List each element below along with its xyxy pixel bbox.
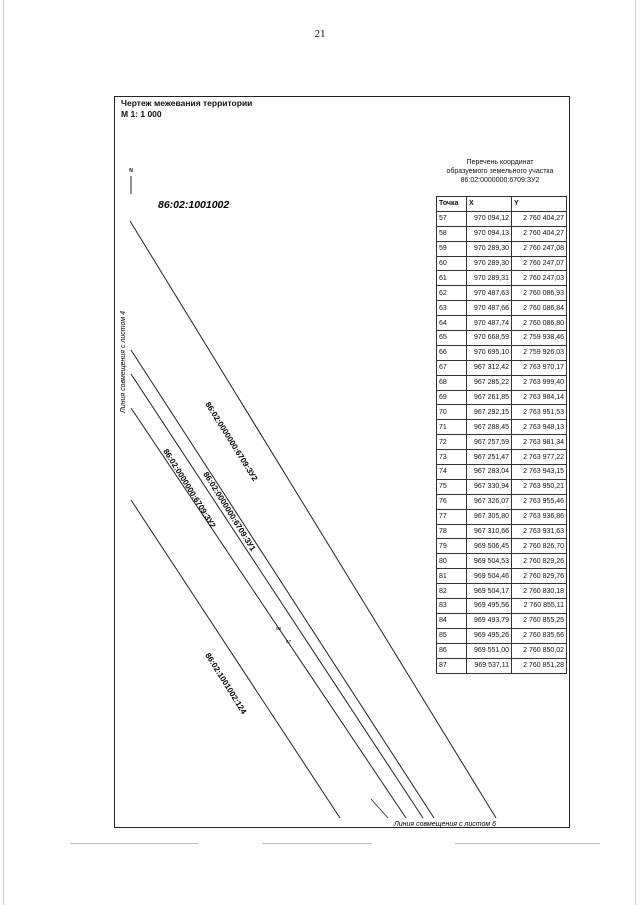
cell-point: 65 — [437, 331, 467, 346]
cell-point: 61 — [437, 271, 467, 286]
cell-point: 86 — [437, 643, 467, 658]
block-id-label: 86:02:1001002 — [158, 199, 230, 211]
cell-point: 68 — [437, 375, 467, 390]
point-label-58: 58 — [276, 626, 282, 631]
cell-y: 2 763 981,34 — [512, 435, 567, 450]
cell-x: 967 285,22 — [467, 375, 512, 390]
drawing-scale: М 1: 1 000 — [121, 109, 162, 119]
cell-x: 967 292,15 — [467, 405, 512, 420]
table-row — [437, 658, 567, 673]
cell-x: 967 283,04 — [467, 465, 512, 480]
north-label: N — [129, 168, 133, 174]
cell-point: 87 — [437, 658, 467, 673]
cell-x: 967 261,85 — [467, 390, 512, 405]
cell-y: 2 760 247,07 — [512, 256, 567, 271]
cell-x: 969 506,45 — [467, 539, 512, 554]
cell-x: 970 289,31 — [467, 271, 512, 286]
column-header-y: Y — [512, 197, 567, 212]
cell-y: 2 763 977,22 — [512, 450, 567, 465]
table-row — [437, 524, 567, 539]
table-row — [437, 211, 567, 226]
cell-y: 2 760 404,27 — [512, 226, 567, 241]
table-row — [437, 479, 567, 494]
cell-y: 2 759 938,46 — [512, 331, 567, 346]
table-row — [437, 599, 567, 614]
table-caption-line: образуемого земельного участка — [446, 168, 554, 175]
cell-x: 969 504,46 — [467, 569, 512, 584]
boundary-line-short — [371, 799, 388, 818]
table-row — [437, 301, 567, 316]
cell-x: 967 251,47 — [467, 450, 512, 465]
cell-y: 2 760 855,11 — [512, 599, 567, 614]
table-row — [437, 628, 567, 643]
cell-y: 2 760 835,66 — [512, 628, 567, 643]
cell-y: 2 760 829,76 — [512, 569, 567, 584]
cell-x: 967 310,66 — [467, 524, 512, 539]
table-row — [437, 345, 567, 360]
cell-x: 967 305,80 — [467, 509, 512, 524]
cell-x: 969 495,56 — [467, 599, 512, 614]
scan-dash-line — [455, 843, 600, 844]
cell-point: 84 — [437, 613, 467, 628]
cell-point: 76 — [437, 494, 467, 509]
cell-point: 63 — [437, 301, 467, 316]
cell-point: 57 — [437, 211, 467, 226]
table-row — [437, 241, 567, 256]
cell-point: 70 — [437, 405, 467, 420]
cell-x: 969 495,26 — [467, 628, 512, 643]
coordinates-table-body — [437, 211, 567, 673]
cell-x: 970 487,74 — [467, 316, 512, 331]
cell-x: 967 312,42 — [467, 360, 512, 375]
cell-point: 85 — [437, 628, 467, 643]
table-row — [437, 554, 567, 569]
table-row — [437, 226, 567, 241]
cell-x: 970 668,59 — [467, 331, 512, 346]
cell-point: 73 — [437, 450, 467, 465]
parcel-label-zu1: 86:02:0000000:6709:ЗУ1 — [201, 470, 258, 553]
table-row — [437, 331, 567, 346]
cell-y: 2 760 826,70 — [512, 539, 567, 554]
drawing-title: Чертеж межевания территории — [121, 98, 253, 108]
table-row — [437, 316, 567, 331]
cell-x: 970 289,30 — [467, 256, 512, 271]
cell-x: 970 487,66 — [467, 301, 512, 316]
page-number: 21 — [314, 28, 326, 40]
table-header-row — [437, 197, 567, 212]
table-row — [437, 643, 567, 658]
table-row — [437, 256, 567, 271]
table-row — [437, 405, 567, 420]
boundary-line-zu1-lower — [131, 374, 423, 818]
cell-x: 967 288,45 — [467, 420, 512, 435]
cell-point: 80 — [437, 554, 467, 569]
cell-point: 72 — [437, 435, 467, 450]
cell-point: 67 — [437, 360, 467, 375]
cell-point: 69 — [437, 390, 467, 405]
table-row — [437, 390, 567, 405]
cell-point: 71 — [437, 420, 467, 435]
cell-x: 969 551,00 — [467, 643, 512, 658]
cell-y: 2 760 855,25 — [512, 613, 567, 628]
table-row — [437, 375, 567, 390]
parcel-label-zu2-upper: 86:02:0000000:6709:ЗУ2 — [203, 400, 260, 483]
table-row — [437, 360, 567, 375]
cell-y: 2 763 948,13 — [512, 420, 567, 435]
cell-x: 967 330,94 — [467, 479, 512, 494]
cell-point: 77 — [437, 509, 467, 524]
cell-y: 2 760 247,08 — [512, 241, 567, 256]
cell-point: 58 — [437, 226, 467, 241]
column-header-x: X — [467, 197, 512, 212]
cell-x: 969 504,17 — [467, 584, 512, 599]
scan-dash-line — [70, 843, 198, 844]
cell-point: 83 — [437, 599, 467, 614]
column-header-point: Точка — [437, 197, 467, 212]
cell-x: 970 289,30 — [467, 241, 512, 256]
cell-x: 969 537,11 — [467, 658, 512, 673]
cell-point: 74 — [437, 465, 467, 480]
table-caption-line: 86:02:0000000:6709:ЗУ2 — [460, 177, 540, 184]
coordinates-table — [436, 196, 567, 674]
table-caption — [430, 158, 570, 185]
cell-y: 2 760 086,93 — [512, 286, 567, 301]
cell-y: 2 760 404,27 — [512, 211, 567, 226]
cell-point: 81 — [437, 569, 467, 584]
cell-x: 967 326,07 — [467, 494, 512, 509]
cell-y: 2 763 936,86 — [512, 509, 567, 524]
cell-y: 2 760 086,84 — [512, 301, 567, 316]
parcel-label-zu2-lower: 86:02:0000000:6709:ЗУ2 — [161, 447, 218, 530]
point-label-57: 57 — [286, 639, 292, 644]
parcel-label-plot-124: 86:02:1001002:124 — [203, 651, 249, 716]
cell-y: 2 763 984,14 — [512, 390, 567, 405]
table-row — [437, 539, 567, 554]
cell-point: 62 — [437, 286, 467, 301]
table-row — [437, 494, 567, 509]
table-row — [437, 569, 567, 584]
cell-y: 2 760 829,26 — [512, 554, 567, 569]
cell-y: 2 763 943,15 — [512, 465, 567, 480]
cell-x: 970 695,10 — [467, 345, 512, 360]
cell-y: 2 763 955,46 — [512, 494, 567, 509]
table-caption-line: Перечень координат — [466, 159, 534, 166]
boundary-line-zu1-upper — [131, 350, 434, 818]
cell-y: 2 760 851,28 — [512, 658, 567, 673]
cell-point: 59 — [437, 241, 467, 256]
table-row — [437, 450, 567, 465]
table-row — [437, 509, 567, 524]
cell-point: 82 — [437, 584, 467, 599]
scan-dash-line — [262, 843, 372, 844]
table-row — [437, 420, 567, 435]
cell-y: 2 763 951,53 — [512, 405, 567, 420]
cell-y: 2 763 950,21 — [512, 479, 567, 494]
table-row — [437, 271, 567, 286]
cell-x: 969 504,53 — [467, 554, 512, 569]
cell-point: 78 — [437, 524, 467, 539]
cell-y: 2 760 830,18 — [512, 584, 567, 599]
cell-x: 970 094,12 — [467, 211, 512, 226]
cell-point: 79 — [437, 539, 467, 554]
cell-x: 970 487,63 — [467, 286, 512, 301]
cell-point: 64 — [437, 316, 467, 331]
cell-y: 2 763 999,40 — [512, 375, 567, 390]
cell-x: 967 257,59 — [467, 435, 512, 450]
cell-y: 2 759 926,03 — [512, 345, 567, 360]
cell-y: 2 760 850,02 — [512, 643, 567, 658]
cell-point: 60 — [437, 256, 467, 271]
cell-y: 2 760 086,80 — [512, 316, 567, 331]
cell-point: 75 — [437, 479, 467, 494]
table-row — [437, 584, 567, 599]
bottom-match-line-label: Линия совмещения с листом 6 — [393, 821, 497, 828]
table-row — [437, 613, 567, 628]
left-match-line-label: Линия совмещения с листом 4 — [120, 310, 127, 413]
boundary-line-plot-124 — [131, 500, 340, 818]
cell-point: 66 — [437, 345, 467, 360]
table-row — [437, 286, 567, 301]
cell-y: 2 760 247,03 — [512, 271, 567, 286]
table-row — [437, 435, 567, 450]
table-row — [437, 465, 567, 480]
cell-x: 969 493,79 — [467, 613, 512, 628]
cell-y: 2 763 931,63 — [512, 524, 567, 539]
cell-y: 2 763 970,17 — [512, 360, 567, 375]
cell-x: 970 094,13 — [467, 226, 512, 241]
